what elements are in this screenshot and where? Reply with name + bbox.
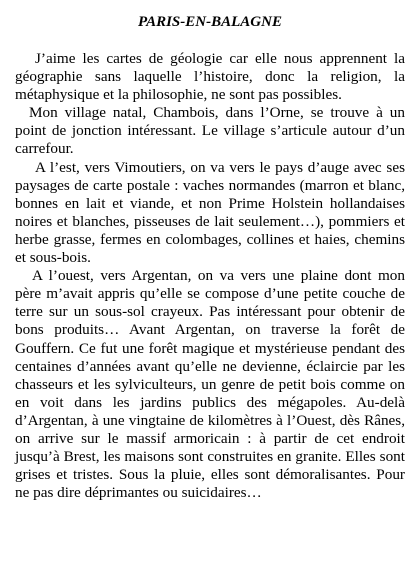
paragraph-east: A l’est, vers Vimoutiers, on va vers le pays d’auge avec ses paysages de carte postale : vaches normandes (marron et blanc, bonnes en lait et viande, et non Prime Holstein hollandaises noires et blanches, pisseuses de lait seulement…), pommiers et herbe grasse, fermes en colombages, collines et haies, chemins et sous-bois. (15, 158, 405, 267)
document-title: PARIS-EN-BALAGNE (138, 14, 282, 30)
document-page (15, 0, 405, 502)
paragraph-west: A l’ouest, vers Argentan, on va vers une plaine dont mon père m’avait appris qu’elle se compose d’une petite couche de terre sur un sous-sol crayeux. Pas intéressant pour obtenir de bons produits… Avant Argentan, on traverse la forêt de Gouffern. Ce fut une forêt magique et mystérieuse pendant des centaines d’années avant qu’elle ne devienne, éclaircie par les chasseurs et les sylviculteurs, un genre de petit bois comme on en voit dans les jardins publics des mégapoles. Au-delà d’Argentan, à une vingtaine de kilomètres à l’Ouest, dès Rânes, on arrive sur le massif armoricain : à partir de cet endroit jusqu’à Brest, les maisons sont construites en granite. Elles sont grises et tristes. Sous la pluie, elles sont démoralisantes. Pour ne pas dire déprimantes ou suicidaires… (15, 267, 405, 502)
paragraph-native-village: Mon village natal, Chambois, dans l’Orne, se trouve à un point de jonction intéressant. Le village s’articule autour d’un carrefour. (15, 104, 405, 158)
paragraph-geology: J’aime les cartes de géologie car elle nous apprennent la géographie sans laquelle l’histoire, donc la religion, la métaphysique et la philosophie, ne sont pas possibles. (15, 50, 405, 104)
document-body (15, 50, 405, 502)
